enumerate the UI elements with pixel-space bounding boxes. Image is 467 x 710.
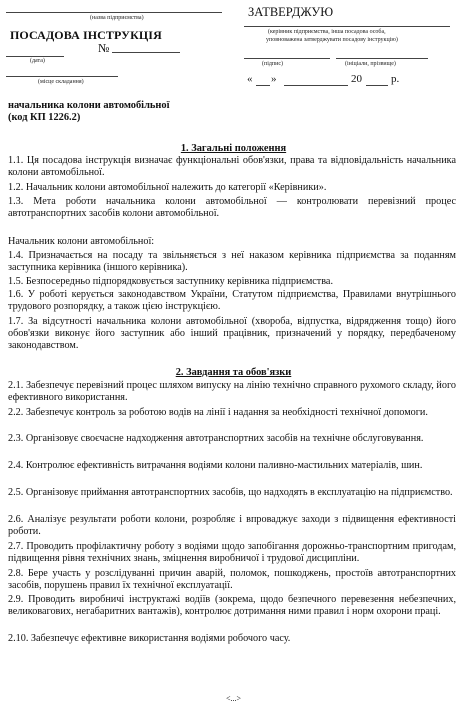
paragraph-2-9: 2.9. Проводить виробничі інструктажі водіїв (зокрема, щодо безпечного перевезення небезпечних, великовагових, негабаритних вантажів), контролює дотримання ними правил і норм охорони праці.	[8, 594, 456, 617]
paragraph-2-5: 2.5. Організовує приймання автотранспортних засобів, що надходять в експлуатацію на підприємство.	[8, 487, 453, 498]
initials-line	[336, 58, 428, 59]
paragraph-1-3: 1.3. Мета роботи начальника колони автомобільної — контролювати перевізний процес автотранспортних засобів колони автомобільної.	[8, 196, 456, 219]
section-1-heading: 1. Загальні положення	[180, 143, 287, 154]
signature-hint: (підпис)	[262, 61, 284, 67]
approver-line	[244, 26, 450, 27]
paragraph-1-6: 1.6. У роботі керується законодавством України, Статутом підприємства, Правилами внутрішнього трудового розпорядку, а також цією інструкцією.	[8, 289, 456, 312]
approve-label: ЗАТВЕРДЖУЮ	[248, 5, 334, 19]
paragraph-2-3: 2.3. Організовує своєчасне надходження автотранспортних засобів на технічне обслуговування.	[8, 433, 424, 444]
place-hint: (місце складання)	[38, 79, 84, 85]
paragraph-2-2: 2.2. Забезпечує контроль за роботою водів на лінії і надання за необхідності технічної допомоги.	[8, 407, 428, 418]
day-line	[256, 85, 270, 86]
year-suffix: р.	[391, 73, 400, 85]
number-line	[112, 52, 180, 53]
paragraph-1-7: 1.7. За відсутності начальника колони автомобільної (хвороба, відпустка, відрядження тощо) його обов'язки виконує його заступник або інший працівник, призначений у порядку, передбаченому законодавством.	[8, 316, 456, 351]
position-line-1: начальника колони автомобільної	[8, 100, 170, 111]
approver-hint-2: уповноважена затверджувати посадову інструкцію)	[266, 37, 398, 43]
date-quote-open: «	[247, 73, 253, 85]
org-name-hint: (назва підприємства)	[90, 15, 144, 21]
section-2-heading: 2. Завдання та обов'язки	[175, 367, 292, 378]
place-line	[6, 76, 118, 77]
paragraph-1-2: 1.2. Начальник колони автомобільної належить до категорії «Керівники».	[8, 182, 327, 193]
paragraph-1-4: 1.4. Призначається на посаду та звільняється з неї наказом керівника підприємства за поданням заступника керівника (іншого керівника).	[8, 250, 456, 273]
paragraph-1-5: 1.5. Безпосередньо підпорядковується заступнику керівника підприємства.	[8, 276, 333, 287]
year-prefix: 20	[351, 73, 362, 85]
paragraph-2-1: 2.1. Забезпечує перевізний процес шляхом випуску на лінію технічно справного рухомого складу, його ефективного використання.	[8, 380, 456, 403]
date-hint: (дата)	[30, 58, 45, 64]
signature-line	[244, 58, 330, 59]
paragraph-2-6: 2.6. Аналізує результати роботи колони, розробляє і впроваджує заходи з підвищення ефективності роботи.	[8, 514, 456, 537]
month-line	[284, 85, 348, 86]
year-line	[366, 85, 388, 86]
paragraph-1-1: 1.1. Ця посадова інструкція визначає функціональні обов'язки, права та відповідальність начальника колони автомобільної.	[8, 155, 456, 178]
paragraph-2-8: 2.8. Бере участь у розслідуванні причин аварій, поломок, пошкоджень, простоїв автотранспортних засобів, порушень правил їх технічної експлуатації.	[8, 568, 456, 591]
org-name-line	[6, 12, 222, 13]
paragraph-2-4: 2.4. Контролює ефективність витрачання водіями колони паливно-мастильних матеріалів, шин.	[8, 460, 423, 471]
page-marker: <...>	[225, 694, 242, 703]
paragraph-2-7: 2.7. Проводить профілактичну роботу з водіями щодо запобігання дорожньо-транспортним пригодам, підвищення рівня технічних знань, зміцнення виробничої і трудової дисципліни.	[8, 541, 456, 564]
paragraph-2-10: 2.10. Забезпечує ефективне використання водіями робочого часу.	[8, 633, 291, 644]
date-quote-close: »	[271, 73, 277, 85]
position-line-2: (код КП 1226.2)	[8, 112, 81, 123]
number-sign: №	[98, 41, 110, 55]
initials-hint: (ініціали, прізвище)	[345, 61, 396, 67]
approver-hint-1: (керівник підприємства, інша посадова особа,	[268, 29, 386, 35]
doc-title: ПОСАДОВА ІНСТРУКЦІЯ	[10, 28, 162, 42]
date-line	[6, 56, 64, 57]
lead-text: Начальник колони автомобільної:	[8, 236, 155, 247]
